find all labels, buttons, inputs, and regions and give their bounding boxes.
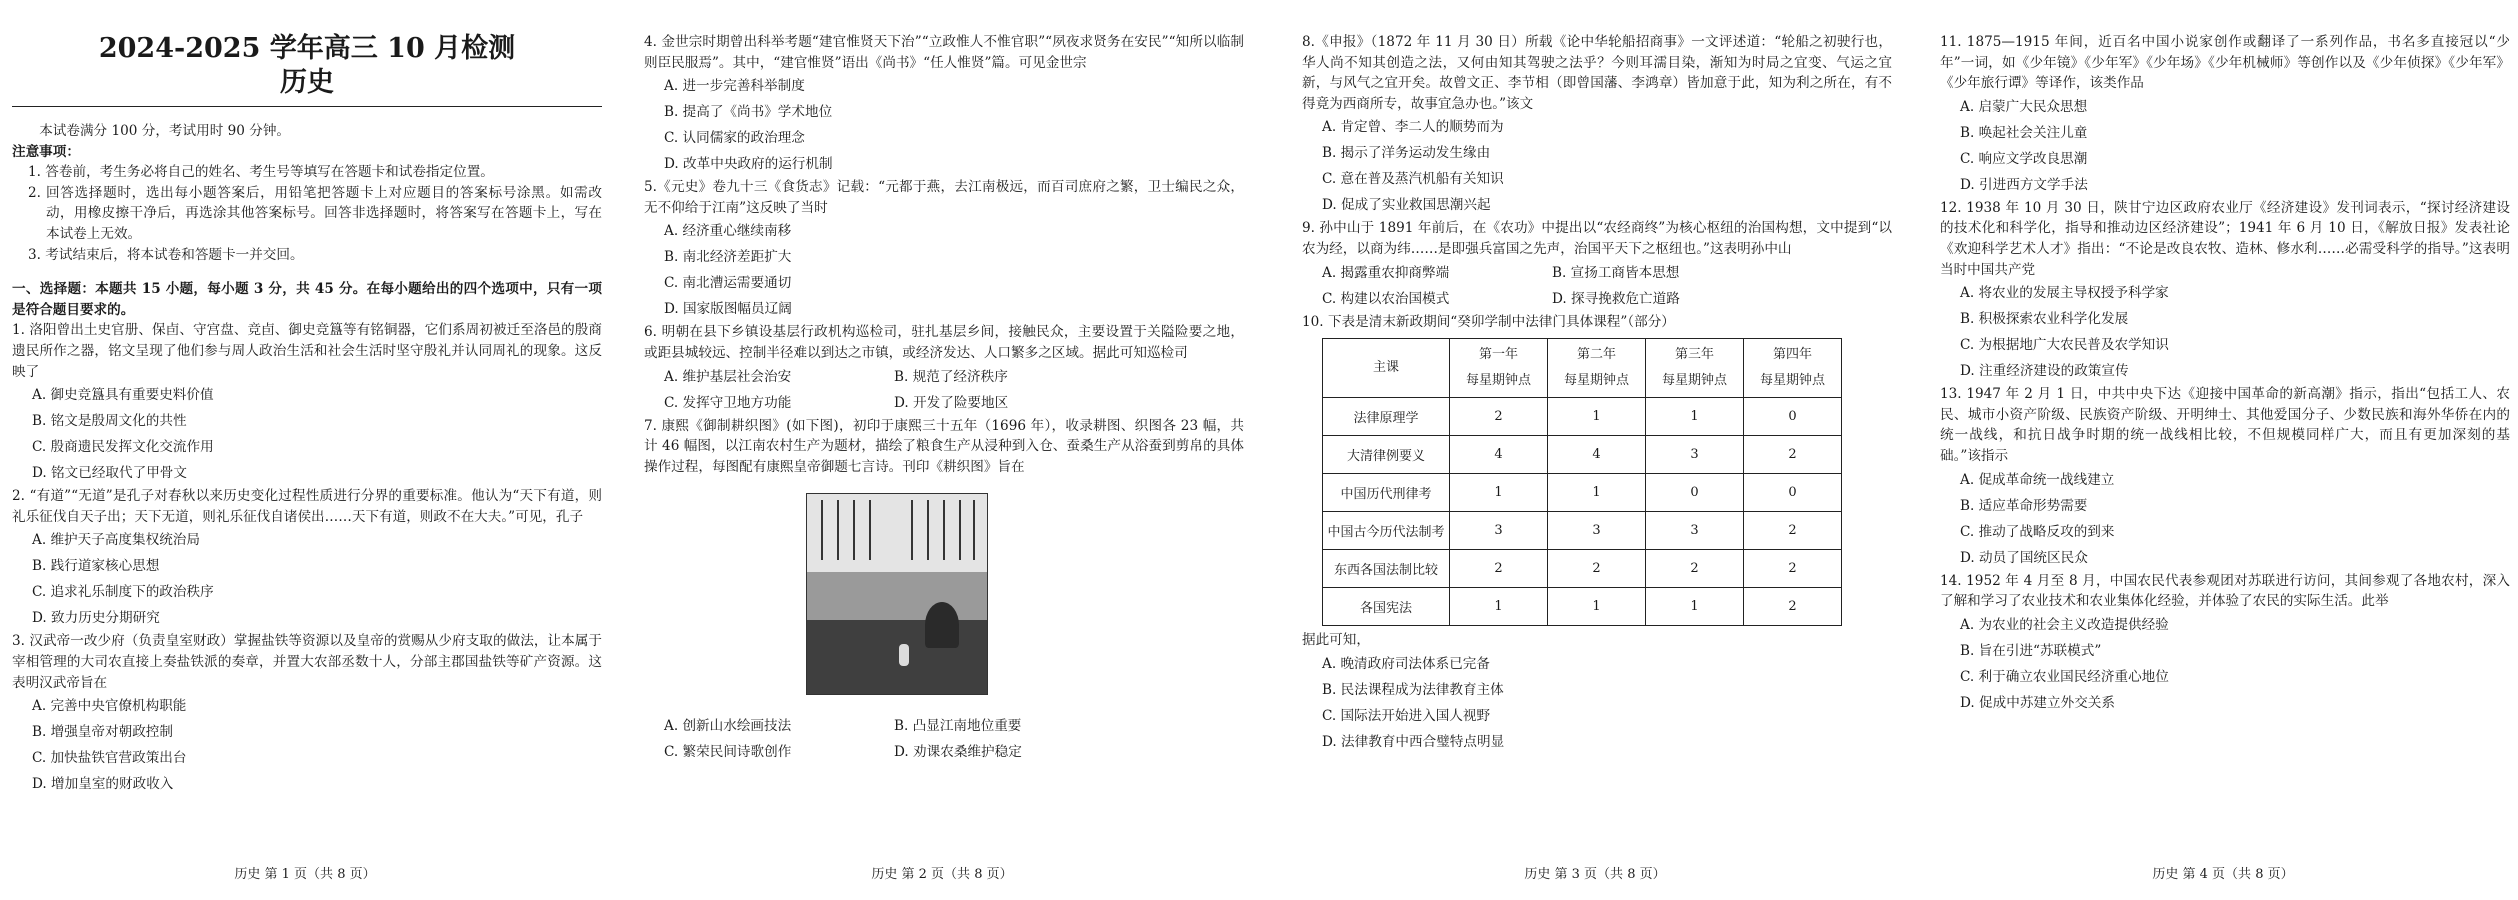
question-12 xyxy=(1940,198,2510,384)
option-d[interactable]: D. 动员了国统区民众 xyxy=(1960,549,2088,566)
option-a[interactable]: A. 维护基层社会治安 xyxy=(664,368,792,385)
table-header-row xyxy=(1323,339,1842,398)
option-d[interactable]: D. 铭文已经取代了甲骨文 xyxy=(32,465,187,482)
table-cell: 1 xyxy=(1548,588,1646,626)
option-c[interactable]: C. 繁荣民间诗歌创作 xyxy=(664,744,792,761)
table-cell: 法律原理学 xyxy=(1323,398,1450,436)
note-item: 2. 回答选择题时，选出每小题答案后，用铅笔把答题卡上对应题目的答案标号涂黑。如需改动，用橡皮擦干净后，再选涂其他答案标号。回答非选择题时，将答案写在答题卡上，写在本试卷上无效。 xyxy=(28,184,602,242)
table-row xyxy=(1323,512,1842,550)
table-header-cell: 第四年 每星期钟点 xyxy=(1744,339,1842,398)
option-d[interactable]: D. 劝课农桑维护稳定 xyxy=(894,744,1022,761)
option-b[interactable]: B. 宣扬工商皆本思想 xyxy=(1552,264,1680,281)
note-item: 1. 答卷前，考生务必将自己的姓名、考生号等填写在答题卡和试卷指定位置。 xyxy=(28,164,494,181)
table-header-cell: 第二年 每星期钟点 xyxy=(1548,339,1646,398)
question-stem: 14. 1952 年 4 月至 8 月，中国农民代表参观团对苏联进行访问，其间参观了各地农村，深入了解和学习了农业技术和农业集体化经验，并体验了农民的实际生活。此举 xyxy=(1940,572,2510,610)
question-10 xyxy=(1302,312,1892,755)
page-footer: 历史 第 2 页（共 8 页） xyxy=(871,867,1013,882)
table-cell: 2 xyxy=(1450,550,1548,588)
option-b[interactable]: B. 铭文是殷周文化的共性 xyxy=(32,413,187,430)
question-stem: 1. 洛阳曾出土史官册、保卣、守宫盘、竞卣、御史竞簋等有铭铜器，它们系周初被迁至洛邑的殷商遗民所作之器，铭文呈现了他们参与周人政治生活和社会生活时坚守殷礼并认同周礼的现象。这反映了 xyxy=(12,322,602,380)
notes-title: 注意事项： xyxy=(12,143,80,160)
option-c[interactable]: C. 国际法开始进入国人视野 xyxy=(1322,707,1491,724)
option-b[interactable]: B. 民法课程成为法律教育主体 xyxy=(1322,681,1504,698)
option-b[interactable]: B. 南北经济差距扩大 xyxy=(664,249,792,266)
exam-subject: 历史 xyxy=(280,67,334,98)
table-cell: 中国古今历代法制考 xyxy=(1323,512,1450,550)
option-c[interactable]: C. 南北漕运需要通切 xyxy=(664,275,792,292)
notes-block xyxy=(12,142,602,266)
option-a[interactable]: A. 进一步完善科举制度 xyxy=(664,78,805,95)
option-row xyxy=(644,390,1244,416)
option-a[interactable]: A. 肯定曾、李二人的顺势而为 xyxy=(1322,119,1504,136)
question-13 xyxy=(1940,384,2510,570)
option-d[interactable]: D. 开发了险要地区 xyxy=(894,394,1009,411)
option-d[interactable]: D. 法律教育中西合璧特点明显 xyxy=(1322,733,1505,750)
table-row xyxy=(1323,474,1842,512)
table-cell: 3 xyxy=(1450,512,1548,550)
option-c[interactable]: C. 追求礼乐制度下的政治秩序 xyxy=(32,584,214,601)
question-3 xyxy=(12,631,602,797)
table-cell: 3 xyxy=(1548,512,1646,550)
option-b[interactable]: B. 揭示了洋务运动发生缘由 xyxy=(1322,145,1491,162)
gengzhi-illustration xyxy=(806,493,988,695)
question-stem: 7. 康熙《御制耕织图》(如下图)，初印于康熙三十五年（1696 年），收录耕图、织图各 23 幅，共计 46 幅图，以江南农村生产为题材，描绘了粮食生产从浸种到入仓、蚕桑生产从浴蚕到剪帛的具体操作过程，每图配有康熙皇帝御题七言诗。刊印《耕织图》旨在 xyxy=(644,417,1244,475)
question-stem: 3. 汉武帝一改少府（负责皇室财政）掌握盐铁等资源以及皇帝的赏赐从少府支取的做法，让本属于宰相管理的大司农直接上奏盐铁派的奏章，并置大农部丞数十人，分部主郡国盐铁等矿产资源。这表明汉武帝旨在 xyxy=(12,633,602,691)
option-b[interactable]: B. 增强皇帝对朝政控制 xyxy=(32,724,173,741)
page-footer: 历史 第 4 页（共 8 页） xyxy=(2152,867,2294,882)
option-d[interactable]: D. 改革中央政府的运行机制 xyxy=(664,156,833,173)
curriculum-table xyxy=(1322,338,1842,626)
table-row xyxy=(1323,398,1842,436)
table-header-cell: 第一年 每星期钟点 xyxy=(1450,339,1548,398)
option-c[interactable]: C. 为根据地广大农民普及农学知识 xyxy=(1960,337,2169,354)
section-heading: 一、选择题：本题共 15 小题，每小题 3 分，共 45 分。在每小题给出的四个选项中，只有一项是符合题目要求的。 xyxy=(12,281,602,318)
option-a[interactable]: A. 完善中央官僚机构职能 xyxy=(32,698,187,715)
question-stem: 9. 孙中山于 1891 年前后，在《农功》中提出以“农经商终”为核心枢纽的治国构想，文中提到“以农为经，以商为纬……是即强兵富国之先声，治国平天下之枢纽也。”这表明孙中山 xyxy=(1302,220,1892,257)
exam-title: 2024-2025 学年高三 10 月检测 xyxy=(98,33,516,64)
table-cell: 0 xyxy=(1646,474,1744,512)
table-header-cell: 主课 xyxy=(1323,339,1450,398)
option-c[interactable]: C. 加快盐铁官营政策出台 xyxy=(32,750,187,767)
question-4 xyxy=(644,32,1244,177)
question-stem: 6. 明朝在县下乡镇设基层行政机构巡检司，驻扎基层乡间，接触民众，主要设置于关隘险要之地，或距县城较远、控制半径难以到达之市镇，或经济发达、人口繁多之区域。据此可知巡检司 xyxy=(644,324,1244,361)
option-row xyxy=(644,713,1244,739)
table-cell: 各国宪法 xyxy=(1323,588,1450,626)
option-a[interactable]: A. 御史竞簋具有重要史料价值 xyxy=(32,387,214,404)
page-footer: 历史 第 3 页（共 8 页） xyxy=(1524,867,1666,882)
question-stem: 4. 金世宗时期曾出科举考题“建官惟贤天下治”“立政惟人不惟官职”“夙夜求贤务在安民”“知所以临制则臣民服焉”。其中，“建官惟贤”语出《尚书》“任人惟贤”篇。可见金世宗 xyxy=(644,34,1244,71)
title-rule xyxy=(12,106,602,107)
page-3 xyxy=(1290,0,1900,900)
page-4 xyxy=(1928,0,2518,900)
option-d[interactable]: D. 促成了实业救国思潮兴起 xyxy=(1322,197,1491,214)
question-11 xyxy=(1940,32,2510,198)
table-cell: 2 xyxy=(1646,550,1744,588)
question-9 xyxy=(1302,218,1892,311)
page-1 xyxy=(0,0,610,900)
table-cell: 1 xyxy=(1548,474,1646,512)
table-cell: 2 xyxy=(1744,588,1842,626)
option-c[interactable]: C. 发挥守卫地方功能 xyxy=(664,394,792,411)
table-cell: 1 xyxy=(1646,398,1744,436)
question-stem: 13. 1947 年 2 月 1 日，中共中央下达《迎接中国革命的新高潮》指示，指出“包括工人、农民、城市小资产阶级、民族资产阶级、开明绅士、其他爱国分子、少数民族和海外华侨在内的统一战线，和抗日战争时期的统一战线相比较，不但规模同样广大，而且有更加深刻的基础。”该指示 xyxy=(1940,386,2510,464)
table-header-cell: 第三年 每星期钟点 xyxy=(1646,339,1744,398)
table-cell: 4 xyxy=(1548,436,1646,474)
table-cell: 1 xyxy=(1646,588,1744,626)
option-row xyxy=(644,364,1244,390)
option-b[interactable]: B. 唤起社会关注儿童 xyxy=(1960,124,2088,141)
question-1 xyxy=(12,320,602,486)
question-8 xyxy=(1302,32,1892,218)
option-a[interactable]: A. 晚清政府司法体系已完备 xyxy=(1322,655,1490,672)
table-cell: 1 xyxy=(1548,398,1646,436)
option-c[interactable]: C. 认同儒家的政治理念 xyxy=(664,130,805,147)
table-cell: 1 xyxy=(1450,474,1548,512)
option-a[interactable]: A. 维护天子高度集权统治局 xyxy=(32,532,200,549)
table-row xyxy=(1323,550,1842,588)
option-b[interactable]: B. 提高了《尚书》学术地位 xyxy=(664,104,833,121)
table-cell: 大清律例要义 xyxy=(1323,436,1450,474)
option-c[interactable]: C. 意在普及蒸汽机船有关知识 xyxy=(1322,171,1504,188)
option-a[interactable]: A. 为农业的社会主义改造提供经验 xyxy=(1960,616,2169,633)
table-cell: 4 xyxy=(1450,436,1548,474)
option-d[interactable]: D. 引进西方文学手法 xyxy=(1960,176,2088,193)
table-cell: 2 xyxy=(1548,550,1646,588)
option-row xyxy=(1302,286,1892,312)
table-cell: 中国历代刑律考 xyxy=(1323,474,1450,512)
page-footer: 历史 第 1 页（共 8 页） xyxy=(234,867,376,882)
question-stem: 11. 1875—1915 年间，近百名中国小说家创作或翻译了一系列作品，书名多直接冠以“少年”一词，如《少年镜》《少年军》《少年场》《少年机械师》等创作以及《少年侦探》《少年军》《少年旅行谭》等译作，该类作品 xyxy=(1940,34,2510,92)
question-2 xyxy=(12,486,602,631)
table-cell: 0 xyxy=(1744,398,1842,436)
option-b[interactable]: B. 凸显江南地位重要 xyxy=(894,718,1022,735)
option-a[interactable]: A. 创新山水绘画技法 xyxy=(664,718,792,735)
table-cell: 2 xyxy=(1450,398,1548,436)
question-stem: 8.《申报》（1872 年 11 月 30 日）所载《论中华轮船招商事》一文评述道：“轮船之初驶行也，华人尚不知其创造之法，又何由知其驾驶之法乎？今则耳濡目染，渐知为时局之宜变、气运之宜新，与风气之宜开矣。故曾文正、李节相（即曾国藩、李鸿章）皆加意于此，知为利之所在，有不得竟为西商所专，故事宜急办也。”该文 xyxy=(1302,34,1892,112)
table-cell: 东西各国法制比较 xyxy=(1323,550,1450,588)
option-b[interactable]: B. 规范了经济秩序 xyxy=(894,368,1008,385)
table-cell: 3 xyxy=(1646,436,1744,474)
table-cell: 1 xyxy=(1450,588,1548,626)
table-row xyxy=(1323,588,1842,626)
question-stem: 2. “有道”“无道”是孔子对春秋以来历史变化过程性质进行分界的重要标准。他认为“天下有道，则礼乐征伐自天子出；天下无道，则礼乐征伐自诸侯出……天下有道，则政不在大夫。”可见，孔子 xyxy=(12,488,602,525)
table-row xyxy=(1323,436,1842,474)
page-2 xyxy=(632,0,1252,900)
option-c[interactable]: C. 殷商遗民发挥文化交流作用 xyxy=(32,439,214,456)
option-c[interactable]: C. 利于确立农业国民经济重心地位 xyxy=(1960,668,2169,685)
option-d[interactable]: D. 致力历史分期研究 xyxy=(32,610,160,627)
option-a[interactable]: A. 将农业的发展主导权授予科学家 xyxy=(1960,285,2169,302)
option-a[interactable]: A. 启蒙广大民众思想 xyxy=(1960,98,2088,115)
table-cell: 2 xyxy=(1744,512,1842,550)
option-a[interactable]: A. 经济重心继续南移 xyxy=(664,223,792,240)
table-cell: 2 xyxy=(1744,436,1842,474)
question-6 xyxy=(644,322,1244,415)
question-stem: 5.《元史》卷九十三《食货志》记载：“元都于燕，去江南极远，而百司庶府之繁，卫士编民之众，无不仰给于江南”这反映了当时 xyxy=(644,179,1244,216)
question-5 xyxy=(644,177,1244,322)
poem-inscription xyxy=(807,494,987,573)
exam-info: 本试卷满分 100 分，考试用时 90 分钟。 xyxy=(39,123,291,139)
question-stem: 12. 1938 年 10 月 30 日，陕甘宁边区政府农业厅《经济建设》发刊词表示，“探讨经济建设的技术化和科学化，指导和推动边区经济建设”；1941 年 6 月 10 日，《解放日报》发表社论《欢迎科学艺术人才》指出：“不论是改良农牧、造林、修水利……必需受科学的指导。”这表明当时中国共产党 xyxy=(1940,199,2510,278)
question-lead: 据此可知， xyxy=(1302,632,1370,649)
table-cell: 2 xyxy=(1744,550,1842,588)
question-7 xyxy=(644,416,1244,766)
note-item: 3. 考试结束后，将本试卷和答题卡一并交回。 xyxy=(28,246,304,263)
option-d[interactable]: D. 注重经济建设的政策宣传 xyxy=(1960,363,2129,380)
option-row xyxy=(1302,260,1892,286)
question-14 xyxy=(1940,571,2510,716)
option-d[interactable]: D. 国家版图幅员辽阔 xyxy=(664,301,792,318)
option-d[interactable]: D. 增加皇室的财政收入 xyxy=(32,776,174,793)
option-d[interactable]: D. 探寻挽救危亡道路 xyxy=(1552,290,1680,307)
option-c[interactable]: C. 推动了战略反攻的到来 xyxy=(1960,523,2115,540)
option-c[interactable]: C. 响应文学改良思潮 xyxy=(1960,150,2088,167)
option-b[interactable]: B. 积极探索农业科学化发展 xyxy=(1960,311,2129,328)
option-c[interactable]: C. 构建以农治国模式 xyxy=(1322,290,1450,307)
option-d[interactable]: D. 促成中苏建立外交关系 xyxy=(1960,694,2115,711)
table-cell: 0 xyxy=(1744,474,1842,512)
option-a[interactable]: A. 揭露重农抑商弊端 xyxy=(1322,264,1450,281)
question-stem: 10. 下表是清末新政期间“癸卯学制中法律门具体课程”（部分） xyxy=(1302,313,1675,330)
table-cell: 3 xyxy=(1646,512,1744,550)
option-b[interactable]: B. 践行道家核心思想 xyxy=(32,558,160,575)
option-row xyxy=(644,739,1244,765)
option-a[interactable]: A. 促成革命统一战线建立 xyxy=(1960,471,2115,488)
option-b[interactable]: B. 适应革命形势需要 xyxy=(1960,497,2088,514)
option-b[interactable]: B. 旨在引进“苏联模式” xyxy=(1960,642,2102,659)
